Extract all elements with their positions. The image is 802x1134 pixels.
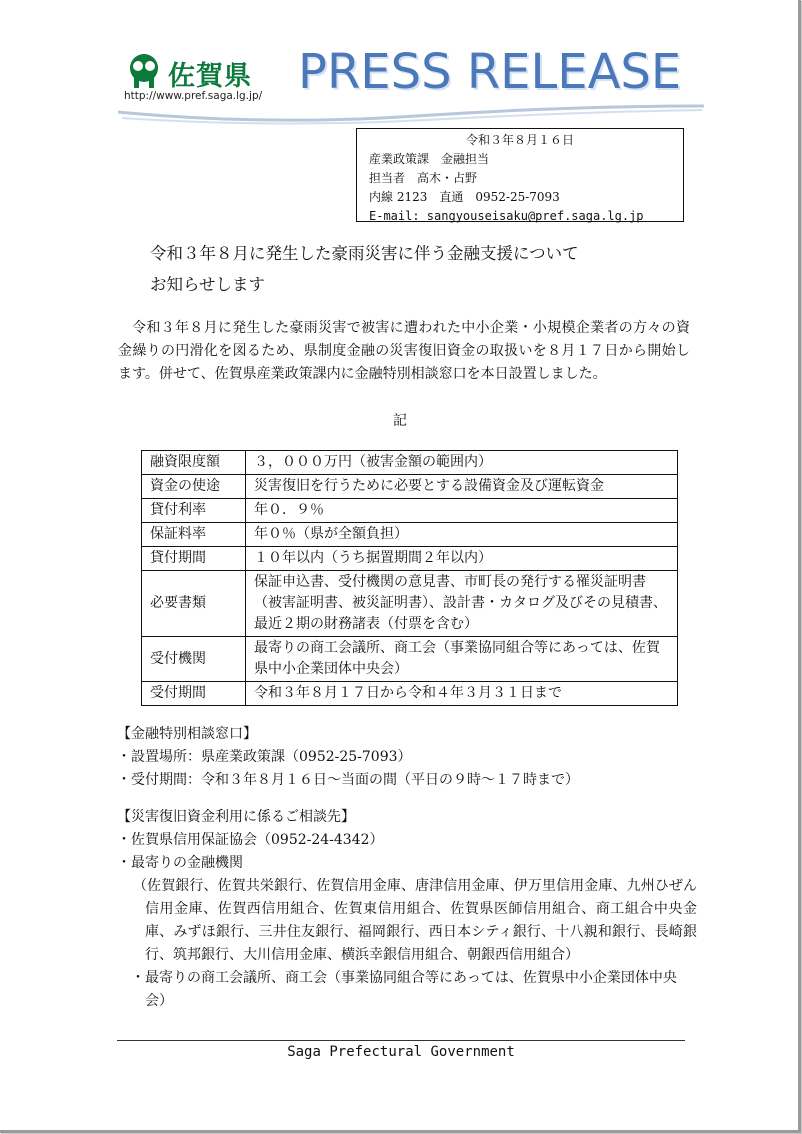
consult-window-section	[117, 723, 697, 792]
table-row	[142, 547, 678, 571]
table-value: 最寄りの商工会議所、商工会（事業協同組合等にあっては、佐賀県中小企業団体中央会）	[246, 637, 678, 682]
contact-persons: 担当者 高木・占野	[369, 171, 478, 185]
table-value: 年０．９％	[246, 499, 678, 523]
table-value: ３，０００万円（被害金額の範囲内）	[246, 451, 678, 475]
heading-line-2: お知らせします	[150, 275, 266, 294]
intro-paragraph: 令和３年８月に発生した豪雨災害で被害に遭われた中小企業・小規模企業者の方々の資金繰りの円滑化を図るため、県制度金融の災害復旧資金の取扱いを８月１７日から開始します。併せて、佐賀県産業政策課内に金融特別相談窓口を本日設置しました。	[118, 320, 690, 382]
contact-email[interactable]: E-mail: sangyouseisaku@pref.saga.lg.jp	[369, 209, 644, 223]
table-value: １０年以内（うち据置期間２年以内）	[246, 547, 678, 571]
footer-text: Saga Prefectural Government	[287, 1044, 515, 1060]
table-row	[142, 451, 678, 475]
table-row	[142, 682, 678, 706]
logo-name: 佐賀県	[168, 61, 252, 92]
table-label: 貸付期間	[142, 547, 246, 571]
table-label: 受付機関	[142, 637, 246, 682]
contact-department: 産業政策課 金融担当	[369, 152, 490, 166]
table-value: 災害復旧を行うために必要とする設備資金及び運転資金	[246, 475, 678, 499]
table-row	[142, 571, 678, 637]
press-heading	[150, 238, 710, 300]
heading-line-1: 令和３年８月に発生した豪雨災害に伴う金融支援について	[150, 244, 579, 263]
list-item: ・最寄りの商工会議所、商工会（事業協同組合等にあっては、佐賀県中小企業団体中央会）	[131, 970, 677, 1009]
table-value: 年０％（県が全額負担）	[246, 523, 678, 547]
table-row	[142, 523, 678, 547]
ki-marker: 記	[393, 413, 407, 429]
list-item: ・佐賀県信用保証協会（0952-24-4342）	[117, 832, 384, 848]
list-item: ・設置場所：県産業政策課（0952-25-7093）	[117, 749, 412, 765]
table-label: 融資限度額	[142, 451, 246, 475]
section-title: 【金融特別相談窓口】	[117, 726, 257, 742]
saga-emblem-icon	[122, 52, 166, 92]
header-swoosh-decoration	[116, 104, 706, 126]
list-item: ・受付期間：令和３年８月１６日～当面の間（平日の９時～１７時まで）	[117, 772, 579, 788]
table-label: 資金の使途	[142, 475, 246, 499]
prefecture-logo[interactable]	[122, 52, 267, 112]
contact-box	[356, 128, 684, 222]
table-label: 必要書類	[142, 571, 246, 637]
footer-divider	[117, 1040, 685, 1041]
table-value: 令和３年８月１７日から令和４年３月３１日まで	[246, 682, 678, 706]
table-row	[142, 499, 678, 523]
consultation-contacts-section	[117, 806, 697, 1013]
logo-url[interactable]: http://www.pref.saga.lg.jp/	[124, 90, 263, 102]
release-date: 令和３年８月１６日	[465, 133, 574, 147]
list-item: ・最寄りの金融機関	[117, 855, 243, 871]
table-value: 保証申込書、受付機関の意見書、市町長の発行する罹災証明書（被害証明書、被災証明書）、設計書・カタログ及びその見積書、最近２期の財務諸表（付票を含む）	[246, 571, 678, 637]
loan-terms-table	[141, 450, 678, 706]
bank-list: （佐賀銀行、佐賀共栄銀行、佐賀信用金庫、唐津信用金庫、伊万里信用金庫、九州ひぜん信用金庫、佐賀西信用組合、佐賀東信用組合、佐賀県医師信用組合、商工組合中央金庫、みずほ銀行、三井住友銀行、福岡銀行、西日本シティ銀行、十八親和銀行、長崎銀行、筑邦銀行、大川信用金庫、横浜幸銀信用組合、朝銀西信用組合）	[133, 878, 697, 963]
table-label: 受付期間	[142, 682, 246, 706]
table-row	[142, 637, 678, 682]
contact-phone: 内線 2123 直通 0952-25-7093	[369, 190, 560, 204]
table-row	[142, 475, 678, 499]
table-label: 保証料率	[142, 523, 246, 547]
table-label: 貸付利率	[142, 499, 246, 523]
press-release-title: PRESS RELEASE	[298, 44, 682, 100]
section-title: 【災害復旧資金利用に係るご相談先】	[117, 809, 355, 825]
